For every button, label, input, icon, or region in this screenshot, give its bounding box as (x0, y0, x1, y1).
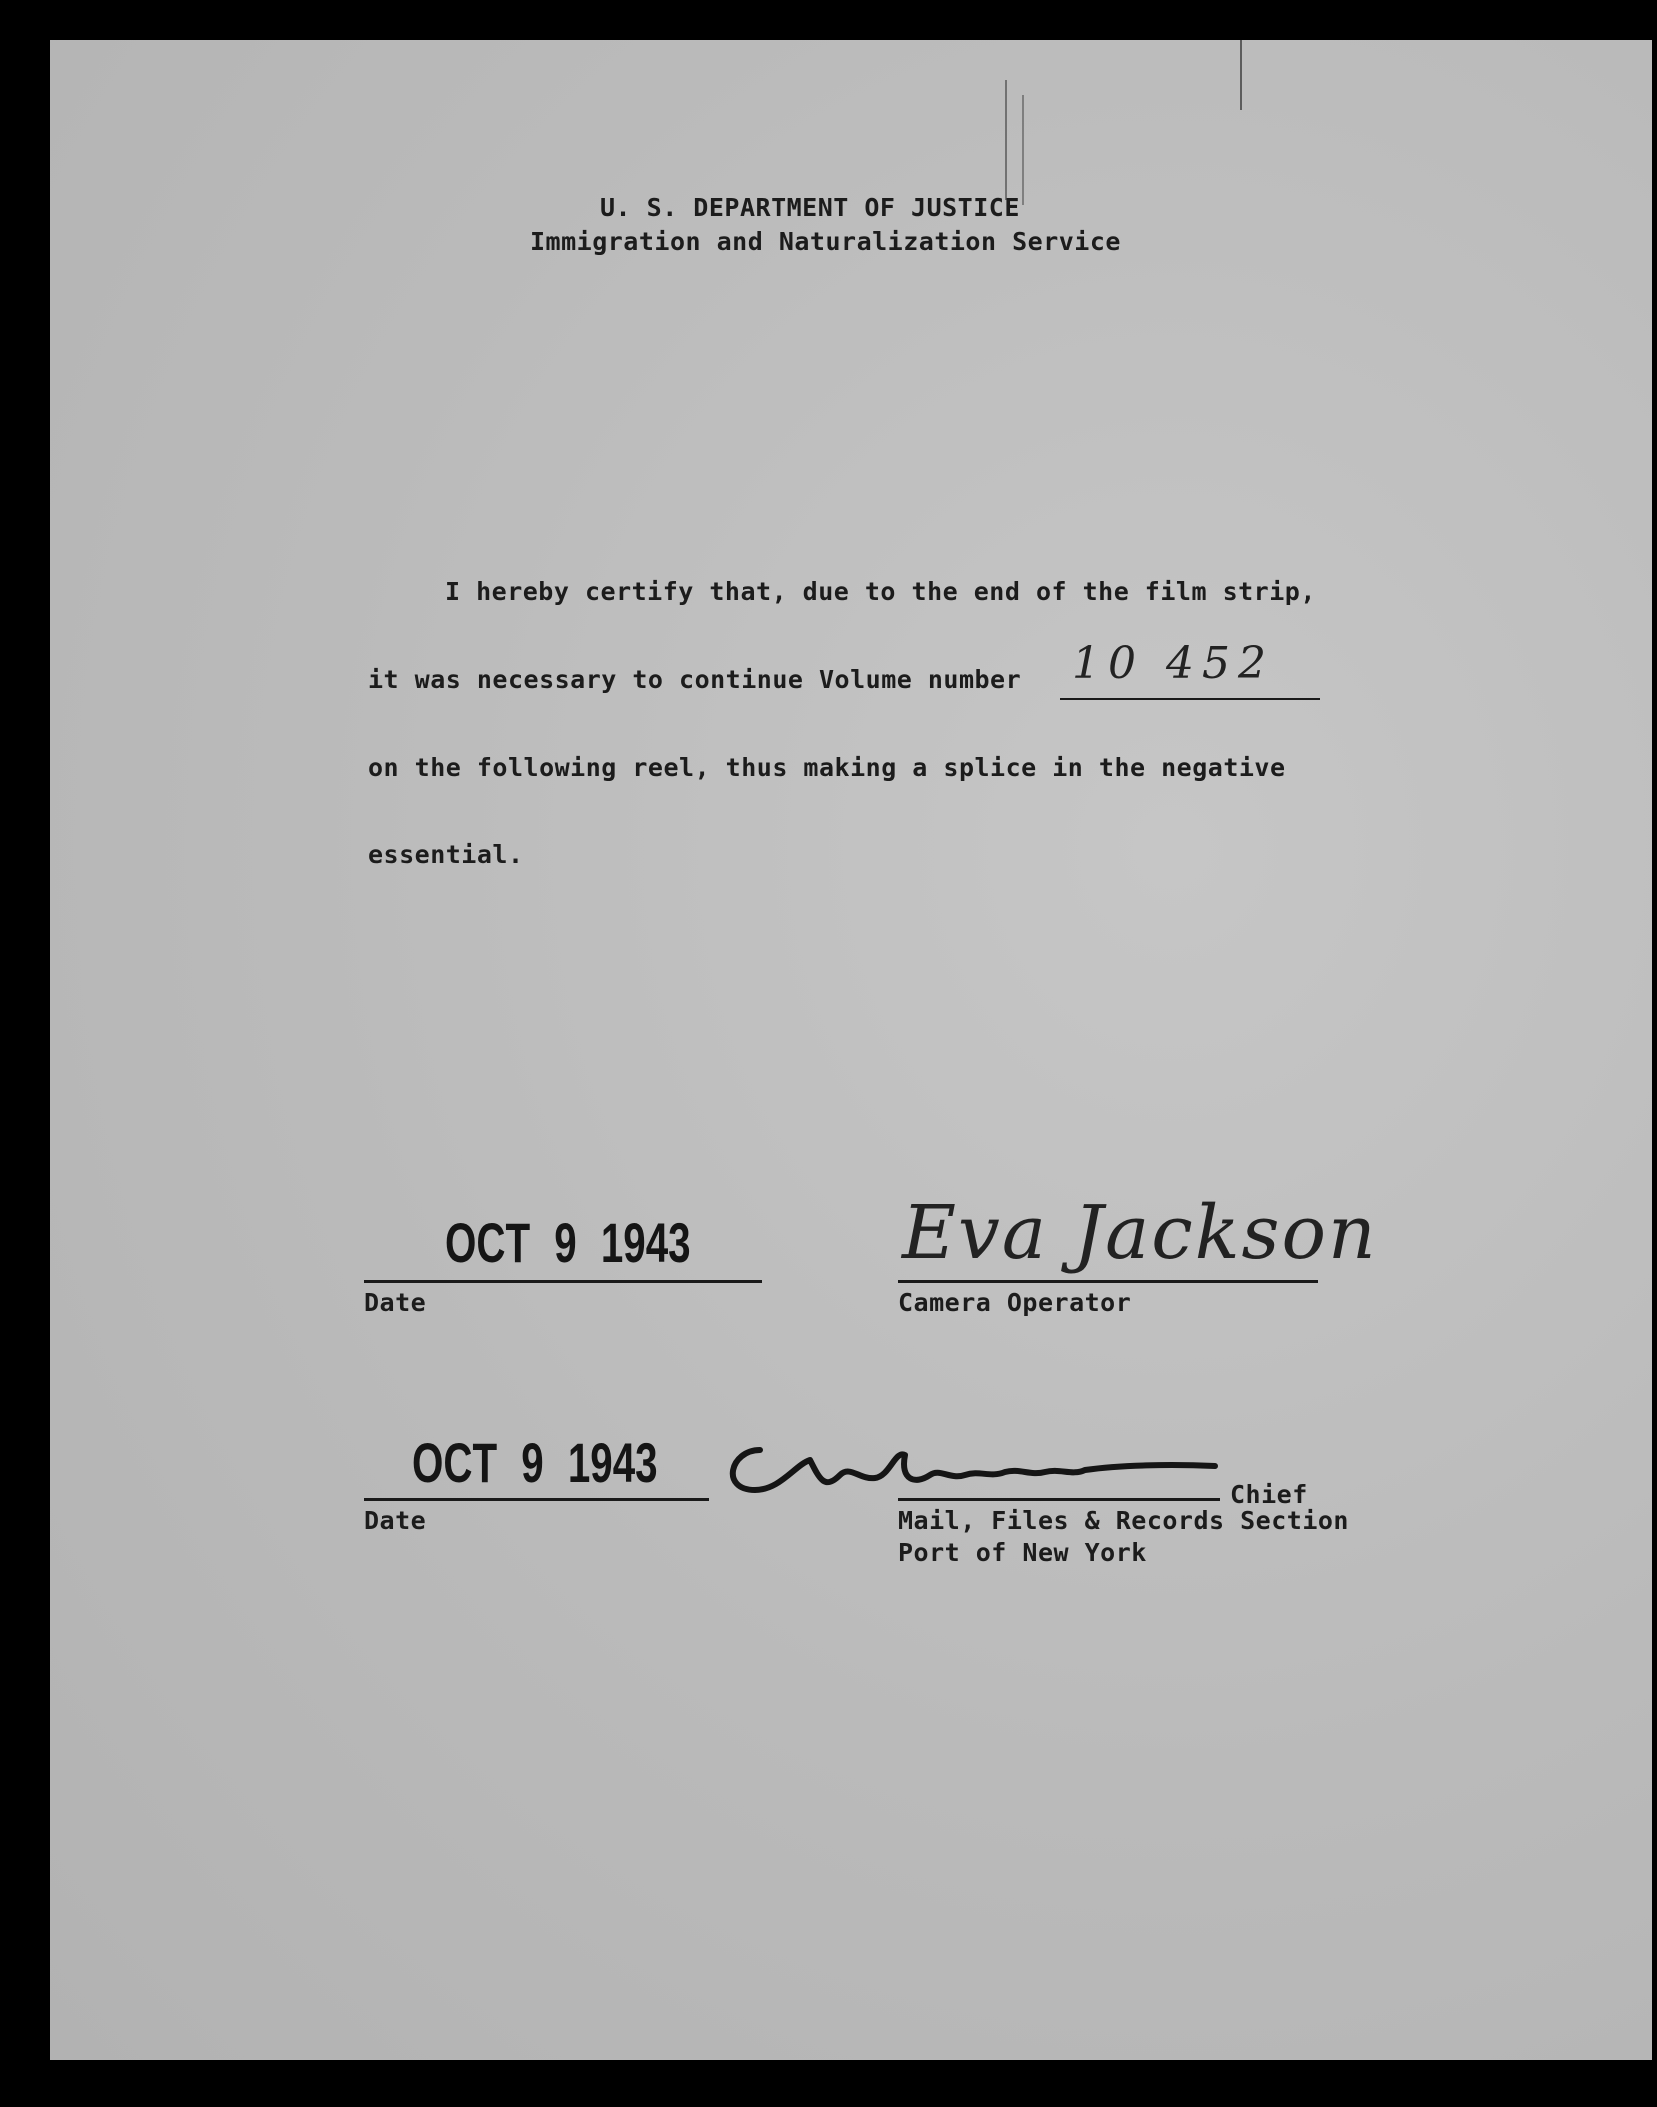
chief-port: Port of New York (898, 1538, 1147, 1567)
body-line-4: essential. (368, 840, 524, 869)
camera-operator-line (898, 1280, 1318, 1283)
scan-mark (1005, 80, 1007, 200)
date-label-1: Date (364, 1288, 427, 1317)
chief-title: Chief (1230, 1480, 1308, 1509)
header-department: U. S. DEPARTMENT OF JUSTICE (600, 193, 1020, 222)
date-line-1 (364, 1280, 762, 1283)
camera-operator-label: Camera Operator (898, 1288, 1132, 1317)
scan-mark (1240, 40, 1242, 110)
body-line-3: on the following reel, thus making a splice in the negative (368, 753, 1286, 782)
body-line-2: it was necessary to continue Volume number (368, 665, 1022, 694)
date-line-2 (364, 1498, 709, 1501)
document-page (50, 40, 1652, 2060)
camera-operator-signature: Eva Jackson (902, 1190, 1378, 1276)
chief-line (898, 1498, 1220, 1501)
volume-number-handwritten: 10 452 (1072, 638, 1274, 689)
volume-number-underline (1060, 698, 1320, 700)
date-label-2: Date (364, 1506, 427, 1535)
chief-signature (700, 1420, 1220, 1510)
scan-mark (1022, 95, 1024, 205)
chief-department: Mail, Files & Records Section (898, 1506, 1349, 1535)
header-service: Immigration and Naturalization Service (530, 227, 1121, 256)
date-stamp-2: OCT 9 1943 (412, 1431, 658, 1494)
body-line-1: I hereby certify that, due to the end of the film strip, (445, 577, 1316, 606)
date-stamp-1: OCT 9 1943 (445, 1211, 691, 1274)
